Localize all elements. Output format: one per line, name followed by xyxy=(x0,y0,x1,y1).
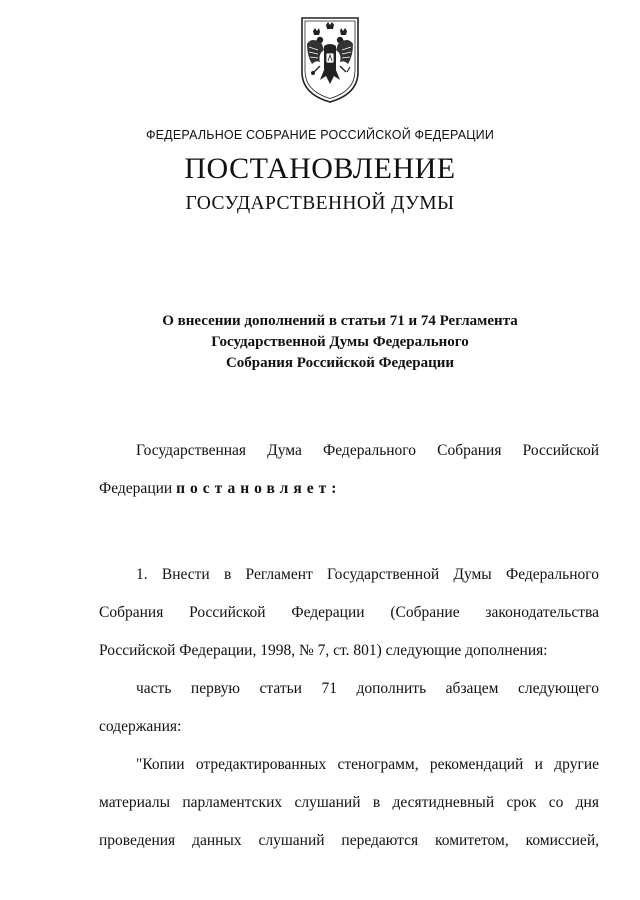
document-type-title: ПОСТАНОВЛЕНИЕ xyxy=(184,152,456,185)
preamble-text: Федерации xyxy=(99,480,177,497)
resolves-colon: : xyxy=(331,480,342,497)
body-line xyxy=(99,470,599,508)
resolution-subject xyxy=(0,311,640,374)
issuing-body-title: ГОСУДАРСТВЕННОЙ ДУМЫ xyxy=(185,193,455,214)
body-line: "Копии отредактированных стенограмм, рекомендаций и другие xyxy=(136,756,599,773)
item-1-part-paragraph xyxy=(99,670,599,746)
subject-line: Собрания Российской Федерации xyxy=(225,355,455,371)
body-line: 1. Внести в Регламент Государственной Думы Федерального xyxy=(136,566,599,583)
body-line: проведения данных слушаний передаются комитетом, комиссией, xyxy=(99,832,599,849)
body-line: Российской Федерации, 1998, № 7, ст. 801) следующие дополнения: xyxy=(99,642,548,659)
body-line: Собрания Российской Федерации (Собрание законодательства xyxy=(99,604,599,621)
subject-line: О внесении дополнений в статьи 71 и 74 Регламента xyxy=(162,313,518,329)
preamble-paragraph xyxy=(99,432,599,508)
coat-of-arms-emblem xyxy=(298,14,362,104)
document-body xyxy=(99,432,599,860)
body-line: часть первую статьи 71 дополнить абзацем следующего xyxy=(136,680,599,697)
body-line: материалы парламентских слушаний в десятидневный срок со дня xyxy=(99,794,599,811)
quote-paragraph xyxy=(99,746,599,860)
subject-line: Государственной Думы Федерального xyxy=(211,334,469,350)
item-1-paragraph xyxy=(99,556,599,670)
assembly-heading: ФЕДЕРАЛЬНОЕ СОБРАНИЕ РОССИЙСКОЙ ФЕДЕРАЦИИ xyxy=(145,128,495,142)
body-line: содержания: xyxy=(99,718,182,735)
body-line: Государственная Дума Федерального Собрания Российской xyxy=(136,442,599,459)
resolves-word: постановляет xyxy=(176,480,332,497)
